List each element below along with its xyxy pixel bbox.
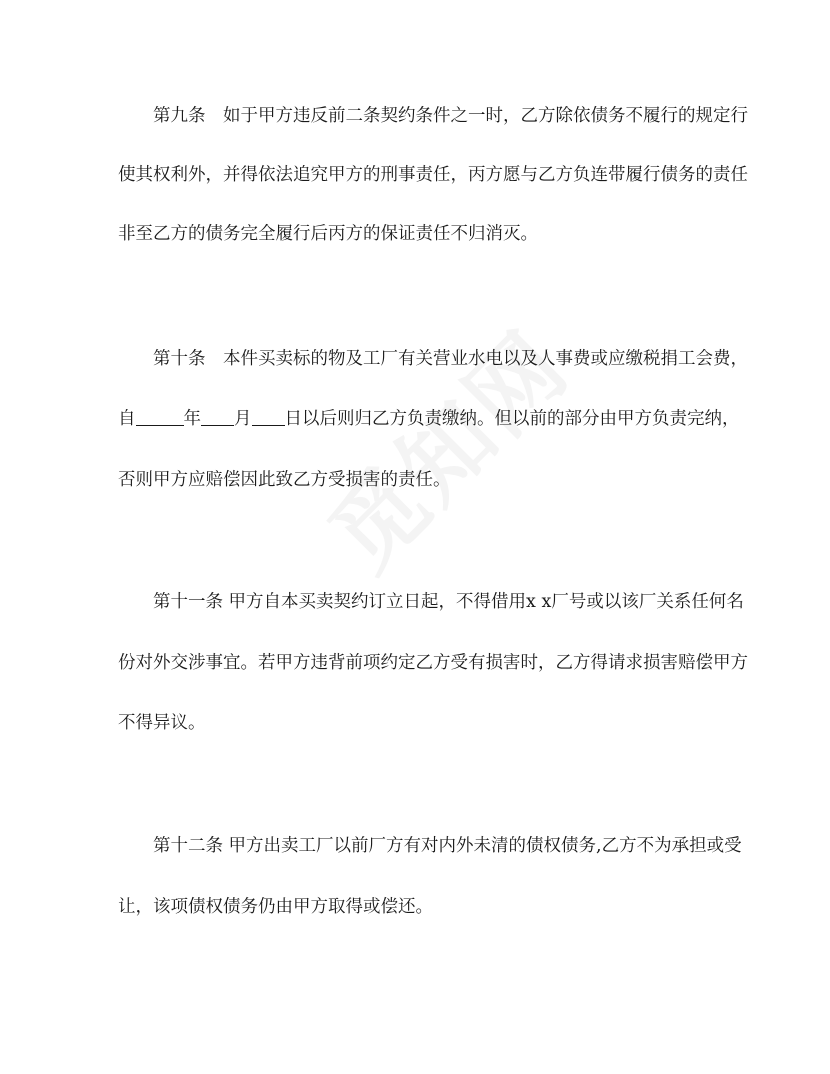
day-blank: [252, 407, 285, 426]
article-9-line-1: 第九条 如于甲方违反前二条契约条件之一时，乙方除依债务不履行的规定行: [153, 106, 748, 126]
article-10-line-3: 否则甲方应赔偿因此致乙方受损害的责任。: [118, 470, 451, 490]
article-9-line-2: 使其权利外，并得依法追究甲方的刑事责任，丙方愿与乙方负连带履行债务的责任: [118, 165, 748, 185]
article-12-line-1: 第十二条 甲方出卖工厂以前厂方有对内外未清的债权债务,乙方不为承担或受: [153, 836, 742, 856]
year-blank: [136, 407, 184, 426]
article-11-line-1: 第十一条 甲方自本买卖契约订立日起，不得借用x x厂号或以该厂关系任何名: [153, 592, 744, 612]
month-label: 月: [234, 409, 252, 429]
article-11-line-2: 份对外交涉事宜。若甲方违背前项约定乙方受有损害时，乙方得请求损害赔偿甲方: [118, 653, 748, 673]
month-blank: [201, 407, 234, 426]
article-10-line-2: [118, 407, 740, 431]
article-10-line-1: 第十条 本件买卖标的物及工厂有关营业水电以及人事费或应缴税捐工会费，: [153, 349, 748, 369]
article-9-line-3: 非至乙方的债务完全履行后丙方的保证责任不归消灭。: [118, 224, 538, 244]
year-label: 年: [183, 409, 201, 429]
date-suffix: 日以后则归乙方负责缴纳。但以前的部分由甲方负责完纳，: [284, 409, 740, 429]
article-12-line-2: 让，该项债权债务仍由甲方取得或偿还。: [118, 897, 433, 917]
watermark: [296, 298, 593, 595]
article-11-line-3: 不得异议。: [118, 713, 206, 733]
date-prefix: 自: [118, 409, 136, 429]
